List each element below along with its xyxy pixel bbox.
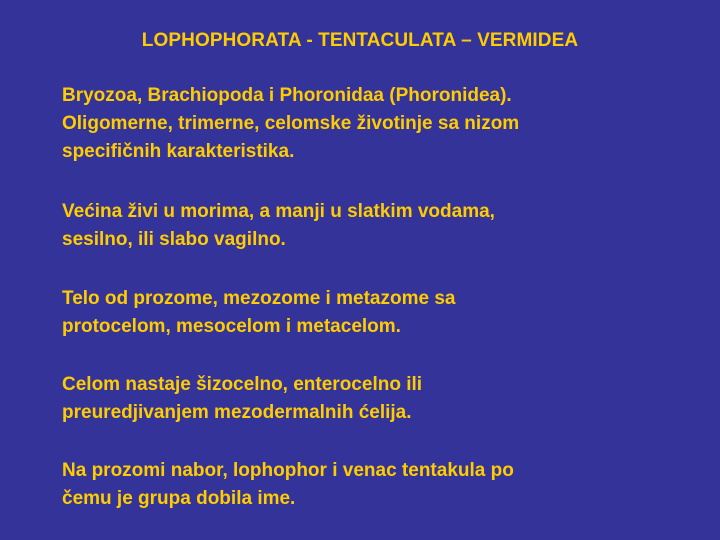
- paragraph-lophophore: [62, 457, 702, 513]
- paragraph-line: Većina živi u morima, a manji u slatkim vodama,: [62, 201, 495, 222]
- paragraph-line: preuredjivanjem mezodermalnih ćelija.: [62, 402, 412, 423]
- paragraph-line: protocelom, mesocelom i metacelom.: [62, 316, 401, 337]
- paragraph-line: Bryozoa, Brachiopoda i Phoronidaa (Phoronidea).: [62, 85, 512, 106]
- paragraph-line: Telo od prozome, mezozome i metazome sa: [62, 288, 456, 309]
- slide-title: LOPHOPHORATA - TENTACULATA – VERMIDEA: [141, 30, 579, 51]
- paragraph-line: Oligomerne, trimerne, celomske životinje sa nizom: [62, 113, 520, 134]
- paragraph-line: Celom nastaje šizocelno, enterocelno ili: [62, 374, 423, 395]
- paragraph-line: Na prozomi nabor, lophophor i venac tentakula po: [62, 460, 514, 481]
- paragraph-body-plan: [62, 285, 702, 341]
- paragraph-taxa: [62, 82, 702, 166]
- paragraph-line: specifičnih karakteristika.: [62, 141, 295, 162]
- paragraph-line: sesilno, ili slabo vagilno.: [62, 229, 286, 250]
- paragraph-habitat: [62, 198, 702, 254]
- paragraph-coelom: [62, 371, 702, 427]
- paragraph-line: čemu je grupa dobila ime.: [62, 488, 296, 509]
